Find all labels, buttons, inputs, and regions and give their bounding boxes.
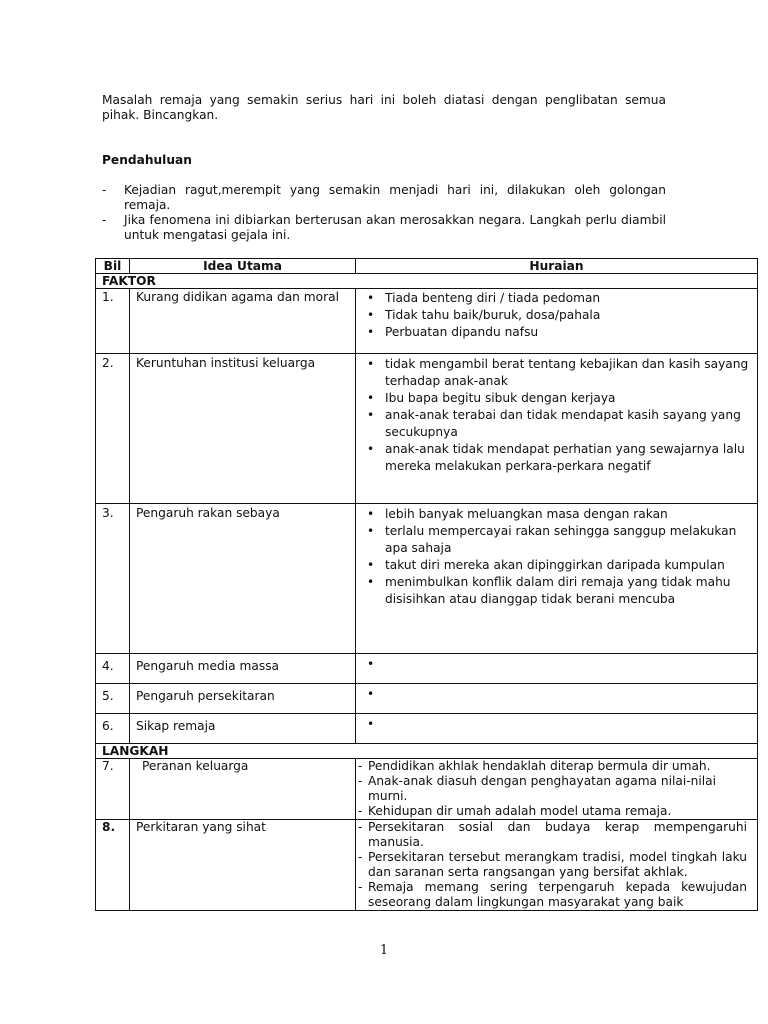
list-item: - Kehidupan dir umah adalah model utama remaja. xyxy=(362,804,747,819)
list-item: - Pendidikan akhlak hendaklah diterap bermula dir umah. xyxy=(362,759,747,774)
row-idea: Kurang didikan agama dan moral xyxy=(130,289,356,354)
table-row xyxy=(96,354,758,504)
intro-heading: Pendahuluan xyxy=(102,153,192,167)
row-idea: Perkitaran yang sihat xyxy=(130,820,356,911)
table-row xyxy=(96,684,758,714)
table-row xyxy=(96,504,758,654)
list-item: • Tiada benteng diri / tiada pedoman xyxy=(362,290,751,307)
row-number: 8. xyxy=(96,820,130,911)
row-huraian xyxy=(356,354,758,504)
section-label: FAKTOR xyxy=(96,274,758,289)
row-huraian xyxy=(356,504,758,654)
row-huraian xyxy=(356,759,758,820)
section-row-langkah xyxy=(96,744,758,759)
list-item: - Persekitaran sosial dan budaya kerap mempengaruhi manusia. xyxy=(362,820,747,850)
list-item: - Anak-anak diasuh dengan penghayatan agama nilai-nilai murni. xyxy=(362,774,747,804)
intro-list xyxy=(102,183,666,243)
row-idea: Keruntuhan institusi keluarga xyxy=(130,354,356,504)
header-huraian: Huraian xyxy=(356,259,758,274)
table-row xyxy=(96,820,758,911)
list-item: • takut diri mereka akan dipinggirkan daripada kumpulan xyxy=(362,557,751,574)
table-row xyxy=(96,759,758,820)
row-idea: Pengaruh persekitaran xyxy=(130,684,356,714)
header-idea: Idea Utama xyxy=(130,259,356,274)
list-item: - Persekitaran tersebut merangkam tradisi, model tingkah laku dan saranan serta rangsangan yang bersifat akhlak. xyxy=(362,850,747,880)
list-item: • anak-anak tidak mendapat perhatian yang sewajarnya lalu mereka melakukan perkara-perkara negatif xyxy=(362,441,751,475)
list-item: • terlalu mempercayai rakan sehingga sanggup melakukan apa sahaja xyxy=(362,523,751,557)
table-row xyxy=(96,714,758,744)
list-item: • Ibu bapa begitu sibuk dengan kerjaya xyxy=(362,390,751,407)
row-huraian xyxy=(356,684,758,714)
row-number: 5. xyxy=(96,684,130,714)
intro-point: - Jika fenomena ini dibiarkan berterusan akan merosakkan negara. Langkah perlu diambil untuk mengatasi gejala ini. xyxy=(102,213,666,242)
row-number: 3. xyxy=(96,504,130,654)
list-item: • lebih banyak meluangkan masa dengan rakan xyxy=(362,506,751,523)
row-number: 7. xyxy=(96,759,130,820)
row-idea: Pengaruh media massa xyxy=(130,654,356,684)
table-header-row xyxy=(96,259,758,274)
page-number: 1 xyxy=(379,943,389,958)
list-item: • Perbuatan dipandu nafsu xyxy=(362,324,751,341)
intro-point: - Kejadian ragut,merempit yang semakin menjadi hari ini, dilakukan oleh golongan remaja. xyxy=(102,183,666,212)
table-row xyxy=(96,289,758,354)
list-item: • menimbulkan konflik dalam diri remaja yang tidak mahu disisihkan atau dianggap tidak berani mencuba xyxy=(362,574,751,608)
essay-outline-table xyxy=(95,258,758,911)
row-huraian xyxy=(356,714,758,744)
list-item: - Remaja memang sering terpengaruh kepada kewujudan seseorang dalam lingkungan masyarakat yang baik xyxy=(362,880,747,910)
row-number: 4. xyxy=(96,654,130,684)
row-idea: Sikap remaja xyxy=(130,714,356,744)
list-item: • Tidak tahu baik/buruk, dosa/pahala xyxy=(362,307,751,324)
row-huraian xyxy=(356,289,758,354)
row-idea: Peranan keluarga xyxy=(130,759,356,820)
table-row xyxy=(96,654,758,684)
row-number: 1. xyxy=(96,289,130,354)
row-huraian xyxy=(356,654,758,684)
list-item: • anak-anak terabai dan tidak mendapat kasih sayang yang secukupnya xyxy=(362,407,751,441)
section-row-faktor xyxy=(96,274,758,289)
row-number: 6. xyxy=(96,714,130,744)
header-bil: Bil xyxy=(96,259,130,274)
row-idea: Pengaruh rakan sebaya xyxy=(130,504,356,654)
row-number: 2. xyxy=(96,354,130,504)
essay-question: Masalah remaja yang semakin serius hari ini boleh diatasi dengan penglibatan semua pihak. Bincangkan. xyxy=(102,93,666,122)
row-huraian xyxy=(356,820,758,911)
section-label: LANGKAH xyxy=(96,744,758,759)
list-item: • tidak mengambil berat tentang kebajikan dan kasih sayang terhadap anak-anak xyxy=(362,356,751,390)
